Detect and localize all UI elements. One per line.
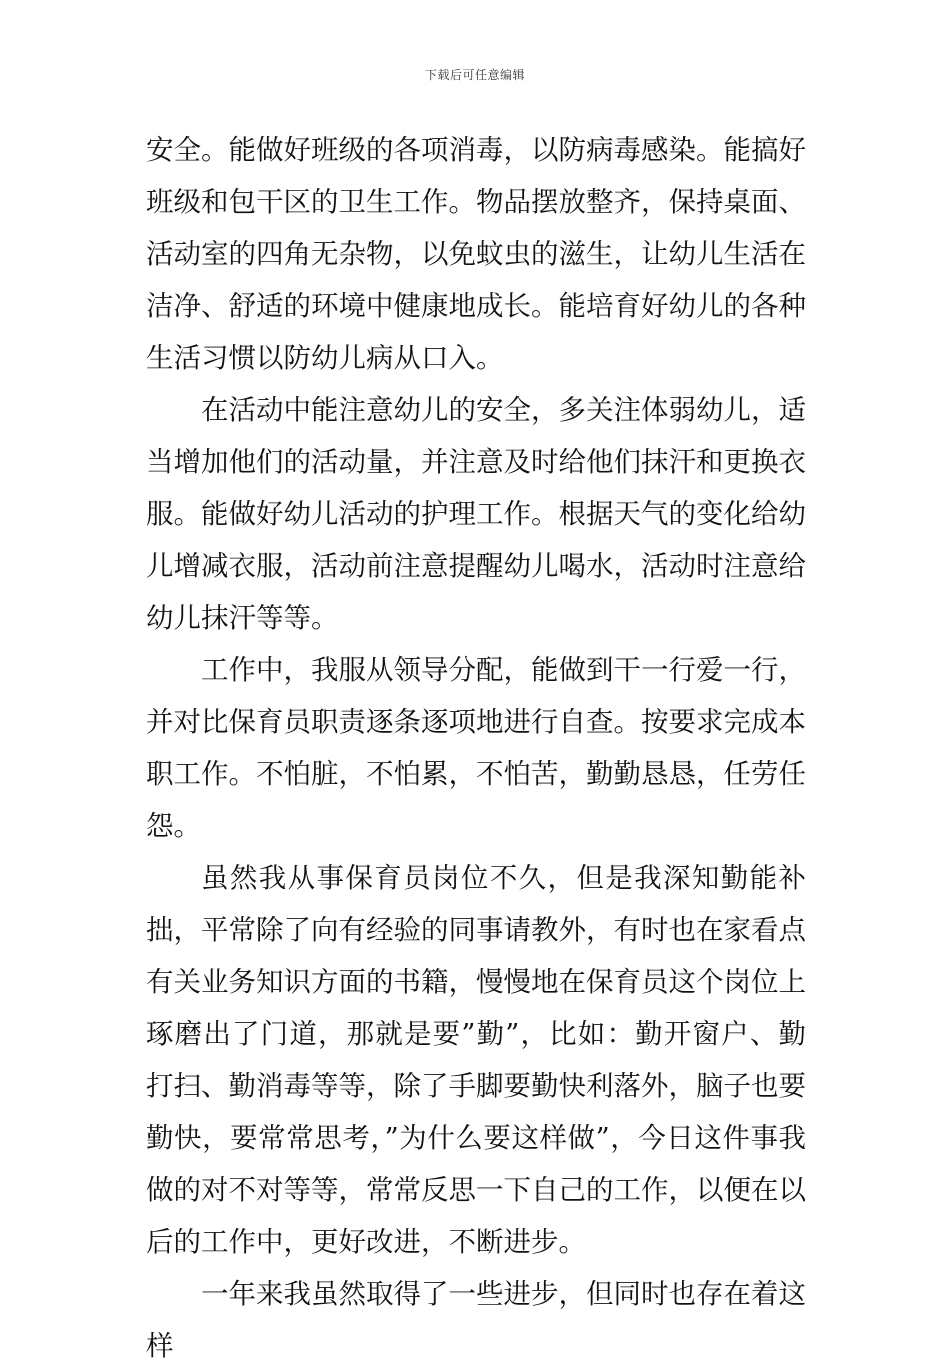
paragraph-2: 在活动中能注意幼儿的安全，多关注体弱幼儿，适当增加他们的活动量，并注意及时给他们抹汗和更换衣服。能做好幼儿活动的护理工作。根据天气的变化给幼儿增减衣服，活动前注意提醒幼儿喝水，活动时注意给幼儿抹汗等等。 <box>146 394 806 634</box>
page-header-note: 下载后可任意编辑 <box>424 68 525 82</box>
paragraph-5: 一年来我虽然取得了一些进步，但同时也存在着这样 <box>146 1278 806 1362</box>
document-body <box>146 124 806 1372</box>
paragraph-4: 虽然我从事保育员岗位不久，但是我深知勤能补拙，平常除了向有经验的同事请教外，有时也在家看点有关业务知识方面的书籍，慢慢地在保育员这个岗位上琢磨出了门道，那就是要”勤”，比如：勤开窗户、勤打扫、勤消毒等等，除了手脚要勤快利落外，脑子也要勤快，要常常思考，”为什么要这样做”，今日这件事我做的对不对等等，常常反思一下自己的工作，以便在以后的工作中，更好改进，不断进步。 <box>146 862 806 1258</box>
paragraph-1: 安全。能做好班级的各项消毒，以防病毒感染。能搞好班级和包干区的卫生工作。物品摆放整齐，保持桌面、活动室的四角无杂物，以免蚊虫的滋生，让幼儿生活在洁净、舒适的环境中健康地成长。能培育好幼儿的各种生活习惯以防幼儿病从口入。 <box>146 134 806 374</box>
paragraph-3: 工作中，我服从领导分配，能做到干一行爱一行，并对比保育员职责逐条逐项地进行自查。按要求完成本职工作。不怕脏，不怕累，不怕苦，勤勤恳恳，任劳任怨。 <box>146 654 806 842</box>
